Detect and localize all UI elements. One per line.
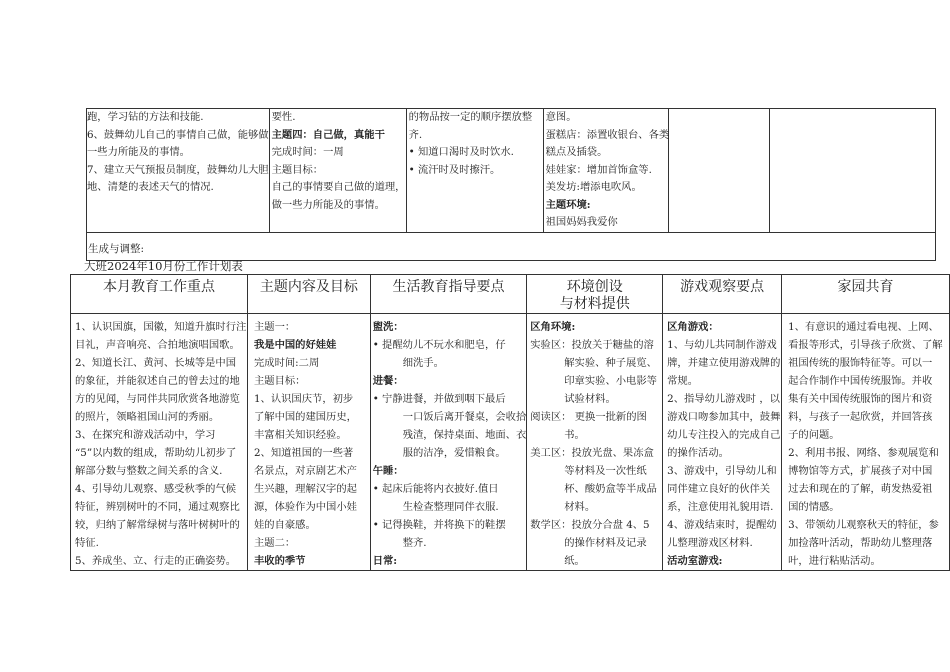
text-line: 5、养成坐、立、行走的正确姿势。 [75, 555, 237, 567]
text-line: 盥洗： [372, 321, 404, 333]
text-line: “5”以内数的组成，帮助幼儿初步了 [75, 447, 237, 459]
text-line: 材料。 [564, 501, 596, 513]
text-line: 进餐： [372, 375, 404, 387]
text-line: 生检查整理同伴衣服. [402, 501, 499, 513]
text-line: 娃的自豪感。 [253, 519, 316, 531]
text-line: 祖国妈妈我爱你 [545, 216, 618, 228]
plan-table [70, 274, 950, 571]
text-line: 目礼，声音响亮、合拍地演唱国歌。 [75, 339, 240, 351]
text-line: 杯、酸奶盒等半成品 [564, 483, 657, 495]
text-line: 起合作制作中国传统服饰。并收 [788, 375, 933, 387]
text-line: 常规。 [667, 375, 699, 387]
text-line: 做一些力所能及的事情。 [271, 198, 385, 211]
text-line: 名景点，对京剧艺术产 [253, 465, 357, 477]
text-line: 服的洁净，爱惜粮食。 [402, 447, 506, 459]
text-line: 意图。 [545, 111, 577, 123]
text-line: 过去和现在的了解，萌发热爱祖 [788, 483, 933, 495]
cell-game-observation [663, 314, 782, 571]
text-line: 2、指导幼儿游戏时 ，以 [667, 393, 780, 405]
text-line: 解实验、种子展览、 [564, 357, 657, 369]
text-line: 主题目标： [271, 163, 324, 176]
text-line: 2、知道长江、黄河、长城等是中国 [75, 357, 237, 369]
header-environment: 环境创设 与材料提供 [527, 275, 663, 314]
text-line: 完成时间:二周 [253, 357, 320, 369]
text-line: 我是中国的好娃娃 [253, 339, 337, 351]
text-line: 试验材料。 [564, 393, 616, 405]
text-line: 源，体验作为中国小娃 [253, 501, 357, 513]
text-line: 的象征，并能叙述自己的曾去过的地 [75, 375, 240, 387]
text-line: 区角环境: [530, 321, 576, 333]
header-home-cooperation: 家园共育 [782, 275, 950, 314]
cell-home-cooperation [782, 314, 950, 571]
text-line: 午睡： [372, 465, 404, 477]
text-line: 看报等形式，引导孩子欣赏、了解 [788, 339, 943, 351]
text-line: 细洗手。 [402, 357, 444, 369]
text-line: 的操作材料及记录 [564, 537, 647, 549]
text-line: 游戏口吻参加其中，鼓舞 [667, 411, 781, 423]
prev-cell-theme [269, 109, 406, 233]
text-line: 儿整理游戏区材料. [667, 537, 753, 549]
text-line: 1、与幼儿共同制作游戏 [667, 339, 777, 351]
text-line: 齐. [408, 128, 423, 141]
text-line: 4、引导幼儿观察、感受秋季的气候 [75, 483, 237, 495]
text-line: 2、知道祖国的一些著 [253, 447, 354, 459]
text-line: 3、在探究和游戏活动中，学习 [75, 429, 216, 441]
text-line: 区角游戏： [667, 321, 719, 333]
text-line: 系，注意使用礼貌用语. [667, 501, 774, 513]
text-line: 丰收的季节 [253, 555, 306, 567]
prev-cell-home [769, 109, 935, 233]
text-line: 实验区：投放关于糖盐的溶 [530, 339, 654, 351]
text-line: 的物品按一定的顺序摆放整 [408, 111, 533, 123]
text-line: 美发坊:增添电吹风。 [545, 181, 642, 193]
text-line: 4、游戏结束时，提醒幼 [667, 519, 777, 531]
text-line: 完成时间：一周 [271, 146, 344, 158]
text-line: 1、有意识的通过看电视、上网、 [788, 321, 939, 333]
text-line: 主题环境: [545, 198, 591, 211]
text-line: 了解中国的建国历史， [253, 411, 357, 423]
text-line: 2、利用书报、网络、参观展览和 [788, 447, 939, 459]
text-line: 糕点及插袋。 [545, 146, 608, 158]
text-line: 特征. [75, 537, 99, 549]
text-line: 1、认识国庆节，初步 [253, 393, 354, 405]
text-line: 解部分数与整数之间关系的含义. [75, 465, 223, 477]
text-line: 生兴趣，理解汉字的起 [253, 483, 357, 495]
text-line: 印章实验、小电影等 [564, 375, 657, 387]
text-line: 方的见闻，与同伴共同欣赏各地游览 [75, 393, 240, 405]
text-line: 日常: [372, 555, 398, 567]
text-line: 数学区：投放分合盘 4、5 [530, 519, 650, 531]
text-line: 等材料及一次性纸 [564, 465, 647, 477]
header-education-focus: 本月教育工作重点 [71, 275, 248, 314]
text-line: 牌，并建立使用游戏牌的 [667, 357, 781, 369]
text-line: 主题二： [253, 537, 296, 549]
text-line: 活动室游戏: [667, 555, 723, 567]
text-line: 蛋糕店：添置收银台、各类 [545, 128, 670, 141]
previous-plan-table [86, 108, 936, 261]
text-line: 3、带领幼儿观察秋天的特征，参 [788, 519, 939, 531]
text-line: 跑，学习钻的方法和技能. [87, 111, 204, 123]
text-line: 集有关中国传统服饰的图片和资 [788, 393, 933, 405]
text-line: 较，归纳了解常绿树与落叶树树叶的 [75, 519, 240, 531]
cell-life-guidance [370, 314, 527, 571]
prev-cell-life-guidance [406, 109, 543, 233]
text-line: 书。 [564, 429, 585, 441]
text-line: 地、清楚的表述天气的情况. [87, 181, 214, 193]
text-line: 主题四：自己做，真能干 [271, 128, 385, 141]
text-line: 1、认识国旗，国徽，知道升旗时行注 [75, 321, 247, 333]
text-line: 同伴建立良好的伙伴关 [667, 483, 771, 495]
text-line: 残渣，保持桌面、地面、衣 [402, 429, 527, 441]
cell-environment [527, 314, 663, 571]
header-game-observation: 游戏观察要点 [663, 275, 782, 314]
text-line: 娃娃家：增加首饰盒等. [545, 163, 652, 176]
text-line: 6、鼓舞幼儿自己的事情自己做，能够做 [87, 128, 269, 141]
cell-theme-content [247, 314, 370, 571]
text-line: • 起床后能将内衣披好.值日 [372, 483, 499, 495]
text-line: 丰富相关知识经验。 [253, 429, 347, 441]
header-life-guidance: 生活教育指导要点 [370, 275, 527, 314]
text-line: 一口饭后离开餐桌，会收拾 [402, 411, 527, 423]
text-line: • 知道口渴时及时饮水. [408, 146, 514, 158]
text-line: 料，与孩子一起欣赏，并回答孩 [788, 411, 933, 423]
header-theme-content: 主题内容及目标 [247, 275, 370, 314]
text-line: 美工区：投放光盘、果冻盒 [530, 447, 654, 459]
text-line: • 提醒幼儿不玩水和肥皂，仔 [372, 339, 506, 351]
text-line: 3、游戏中，引导幼儿和 [667, 465, 777, 477]
text-line: 阅读区： 更换一批新的图 [530, 411, 647, 423]
adjust-label: 生成与调整: [88, 242, 145, 255]
text-line: 幼儿专注投入的完成自己 [667, 429, 781, 441]
text-line: 要性. [271, 111, 296, 123]
text-line: • 记得换鞋，并将换下的鞋摆 [372, 519, 506, 531]
text-line: 子的问题。 [788, 429, 840, 441]
text-line: 的操作活动。 [667, 447, 729, 459]
text-line: 叶，进行粘贴活动。 [788, 555, 881, 567]
text-line: 主题一： [253, 321, 296, 333]
text-line: 国的情感。 [788, 501, 840, 513]
text-line: 纸。 [564, 555, 585, 567]
text-line: • 流汗时及时擦汗。 [408, 163, 501, 176]
text-line: 特征，辨别树叶的不同，通过观察比 [75, 501, 240, 513]
text-line: 自己的事情要自己做的道理， [271, 181, 406, 193]
text-line: 主题目标： [253, 375, 306, 387]
text-line: 一些力所能及的事情。 [87, 146, 190, 158]
plan-title: 大班2024年10月份工作计划表 [84, 259, 243, 273]
prev-cell-game [668, 109, 769, 233]
prev-cell-environment [543, 109, 668, 233]
prev-cell-education-focus [87, 109, 270, 233]
adjust-row [87, 232, 936, 260]
text-line: 的照片，领略祖国山河的秀丽。 [75, 411, 220, 423]
text-line: 整齐. [402, 537, 427, 549]
text-line: • 宁静进餐，并做到咽下最后 [372, 393, 506, 405]
text-line: 祖国传统的服饰特征等。可以一 [788, 357, 933, 369]
text-line: 7、建立天气预报员制度，鼓舞幼儿大胆 [87, 163, 269, 176]
cell-education-focus [71, 314, 248, 571]
text-line: 博物馆等方式，扩展孩子对中国 [788, 465, 933, 477]
text-line: 加捡落叶活动，帮助幼儿整理落 [788, 537, 933, 549]
